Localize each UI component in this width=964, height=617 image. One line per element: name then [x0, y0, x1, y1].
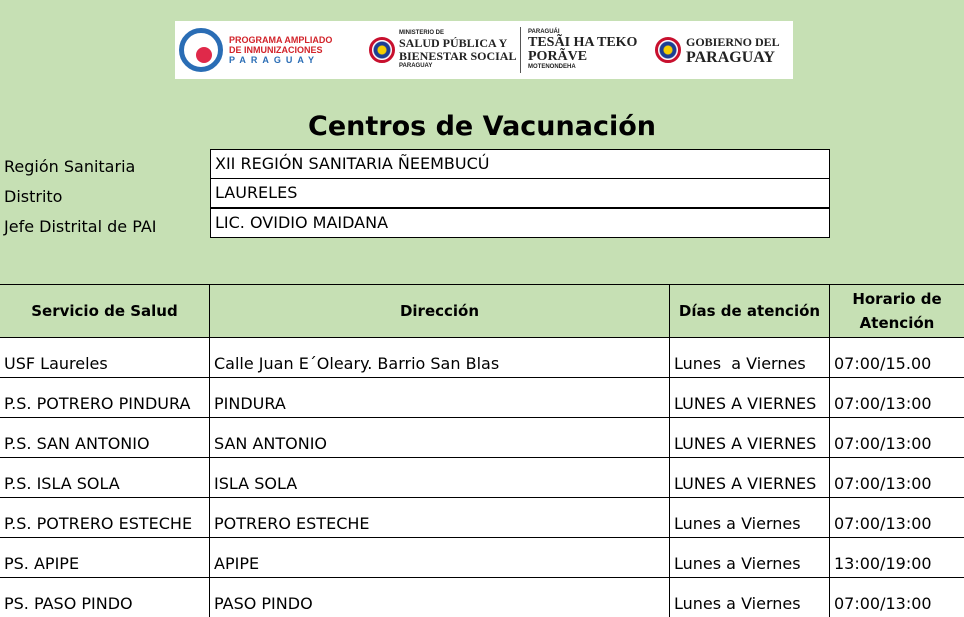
- table-row: [0, 578, 964, 617]
- tht-logo: [528, 21, 637, 79]
- cell-direccion: Calle Juan E´Oleary. Barrio San Blas: [210, 338, 670, 377]
- region-value: XII REGIÓN SANITARIA ÑEEMBUCÚ: [210, 149, 830, 179]
- table-row: [0, 338, 964, 378]
- cell-direccion: PINDURA: [210, 378, 670, 417]
- table-row: [0, 418, 964, 458]
- cell-direccion: POTRERO ESTECHE: [210, 498, 670, 537]
- header-dias: Días de atención: [670, 285, 830, 337]
- tht-logo-line1: PARAGUÁI: [528, 29, 560, 35]
- msp-logo: [369, 21, 516, 79]
- gobierno-logo-line1: GOBIERNO DEL: [686, 35, 780, 49]
- distrito-label: Distrito: [4, 187, 63, 206]
- msp-logo-line1: MINISTERIO DE: [399, 30, 445, 36]
- cell-servicio: P.S. POTRERO PINDURA: [0, 378, 210, 417]
- header-horario: Horario de Atención: [852, 290, 942, 332]
- cell-horario: 07:00/13:00: [834, 394, 932, 413]
- cell-dias: Lunes a Viernes: [670, 338, 830, 377]
- cell-direccion: SAN ANTONIO: [210, 418, 670, 457]
- tht-logo-line4: MOTENONDEHA: [528, 64, 576, 70]
- pai-logo: [179, 21, 332, 79]
- cell-dias: LUNES A VIERNES: [670, 458, 830, 497]
- table-row: [0, 538, 964, 578]
- gobierno-logo-line2: PARAGUAY: [686, 49, 775, 66]
- logo-separator: [520, 21, 521, 79]
- cell-servicio: P.S. POTRERO ESTECHE: [0, 498, 210, 537]
- cell-servicio: P.S. SAN ANTONIO: [0, 418, 210, 457]
- cell-horario: 07:00/13:00: [834, 474, 932, 493]
- msp-logo-line4: PARAGUAY: [399, 63, 433, 69]
- msp-logo-line2: SALUD PÚBLICA Y: [399, 36, 508, 50]
- page-title: Centros de Vacunación: [308, 111, 656, 142]
- table-header-row: [0, 284, 964, 338]
- cell-dias: LUNES A VIERNES: [670, 378, 830, 417]
- logo-strip: [175, 21, 793, 79]
- header-servicio: Servicio de Salud: [0, 285, 210, 337]
- cell-dias: Lunes a Viernes: [670, 578, 830, 617]
- msp-logo-line3: BIENESTAR SOCIAL: [399, 49, 517, 63]
- cell-horario: 07:00/13:00: [834, 434, 932, 453]
- table-row: [0, 498, 964, 538]
- cell-horario: 07:00/13:00: [834, 514, 932, 533]
- cell-servicio: PS. PASO PINDO: [0, 578, 210, 617]
- region-label: Región Sanitaria: [4, 157, 136, 176]
- header-direccion: Dirección: [210, 285, 670, 337]
- cell-direccion: PASO PINDO: [210, 578, 670, 617]
- cell-dias: LUNES A VIERNES: [670, 418, 830, 457]
- cell-horario: 07:00/15.00: [834, 354, 932, 373]
- cell-direccion: APIPE: [210, 538, 670, 577]
- pai-logo-line3: PARAGUAY: [229, 55, 320, 65]
- gobierno-logo: [655, 21, 780, 79]
- cell-dias: Lunes a Viernes: [670, 498, 830, 537]
- jefe-value: LIC. OVIDIO MAIDANA: [210, 208, 830, 238]
- pai-logo-line1: PROGRAMA AMPLIADO: [229, 35, 333, 45]
- pai-logo-icon: [179, 28, 223, 72]
- cell-horario: 13:00/19:00: [834, 554, 932, 573]
- tht-logo-line3: PORÃVE: [528, 49, 588, 64]
- cell-servicio: P.S. ISLA SOLA: [0, 458, 210, 497]
- distrito-value: LAURELES: [210, 178, 830, 208]
- tht-logo-line2: TESÃI HA TEKO: [528, 35, 638, 50]
- table-row: [0, 378, 964, 418]
- cell-horario: 07:00/13:00: [834, 594, 932, 613]
- cell-servicio: USF Laureles: [0, 338, 210, 377]
- paraguay-seal-icon: [369, 37, 395, 63]
- cell-servicio: PS. APIPE: [0, 538, 210, 577]
- cell-dias: Lunes a Viernes: [670, 538, 830, 577]
- pai-logo-line2: DE INMUNIZACIONES: [229, 45, 323, 55]
- table-row: [0, 458, 964, 498]
- paraguay-seal-icon: [655, 37, 681, 63]
- cell-direccion: ISLA SOLA: [210, 458, 670, 497]
- jefe-label: Jefe Distrital de PAI: [4, 217, 157, 236]
